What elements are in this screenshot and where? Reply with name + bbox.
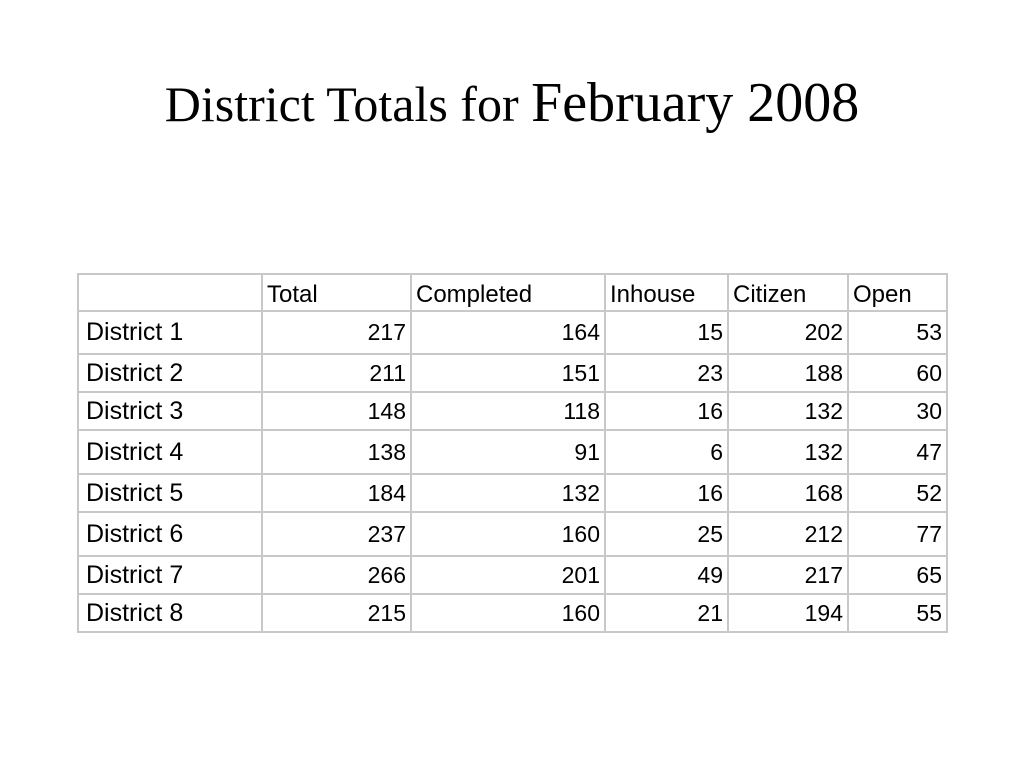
cell-inhouse: 15: [605, 311, 728, 354]
header-completed: Completed: [411, 274, 605, 311]
cell-open: 47: [848, 430, 947, 474]
cell-inhouse: 16: [605, 474, 728, 512]
row-label: District 7: [78, 556, 262, 594]
header-citizen: Citizen: [728, 274, 848, 311]
cell-total: 266: [262, 556, 411, 594]
cell-completed: 160: [411, 594, 605, 632]
cell-completed: 91: [411, 430, 605, 474]
cell-total: 138: [262, 430, 411, 474]
cell-open: 60: [848, 354, 947, 392]
slide-title: [0, 68, 1024, 139]
cell-open: 30: [848, 392, 947, 430]
table-row: [78, 594, 947, 632]
title-prefix: District Totals for: [164, 76, 519, 132]
table-row: [78, 354, 947, 392]
table-row: [78, 474, 947, 512]
cell-citizen: 194: [728, 594, 848, 632]
cell-total: 148: [262, 392, 411, 430]
row-label: District 6: [78, 512, 262, 556]
cell-inhouse: 49: [605, 556, 728, 594]
cell-open: 65: [848, 556, 947, 594]
cell-inhouse: 21: [605, 594, 728, 632]
table-row: [78, 311, 947, 354]
row-label: District 1: [78, 311, 262, 354]
header-open: Open: [848, 274, 947, 311]
cell-open: 55: [848, 594, 947, 632]
row-label: District 4: [78, 430, 262, 474]
cell-citizen: 188: [728, 354, 848, 392]
table-row: [78, 392, 947, 430]
cell-open: 52: [848, 474, 947, 512]
cell-completed: 201: [411, 556, 605, 594]
header-total: Total: [262, 274, 411, 311]
row-label: District 2: [78, 354, 262, 392]
cell-total: 217: [262, 311, 411, 354]
cell-completed: 164: [411, 311, 605, 354]
cell-open: 77: [848, 512, 947, 556]
cell-open: 53: [848, 311, 947, 354]
cell-completed: 132: [411, 474, 605, 512]
cell-citizen: 168: [728, 474, 848, 512]
row-label: District 3: [78, 392, 262, 430]
cell-inhouse: 6: [605, 430, 728, 474]
cell-total: 184: [262, 474, 411, 512]
row-label: District 5: [78, 474, 262, 512]
table-row: [78, 512, 947, 556]
title-month: February 2008: [531, 72, 860, 134]
cell-citizen: 202: [728, 311, 848, 354]
header-corner-cell: [78, 274, 262, 311]
header-inhouse: Inhouse: [605, 274, 728, 311]
row-label: District 8: [78, 594, 262, 632]
cell-inhouse: 16: [605, 392, 728, 430]
cell-citizen: 212: [728, 512, 848, 556]
cell-completed: 118: [411, 392, 605, 430]
cell-completed: 160: [411, 512, 605, 556]
table-row: [78, 430, 947, 474]
table-row: [78, 556, 947, 594]
cell-citizen: 217: [728, 556, 848, 594]
district-totals-table: [77, 273, 948, 633]
cell-inhouse: 25: [605, 512, 728, 556]
cell-inhouse: 23: [605, 354, 728, 392]
cell-total: 215: [262, 594, 411, 632]
cell-total: 237: [262, 512, 411, 556]
table-header-row: [78, 274, 947, 311]
cell-total: 211: [262, 354, 411, 392]
cell-citizen: 132: [728, 430, 848, 474]
cell-citizen: 132: [728, 392, 848, 430]
cell-completed: 151: [411, 354, 605, 392]
